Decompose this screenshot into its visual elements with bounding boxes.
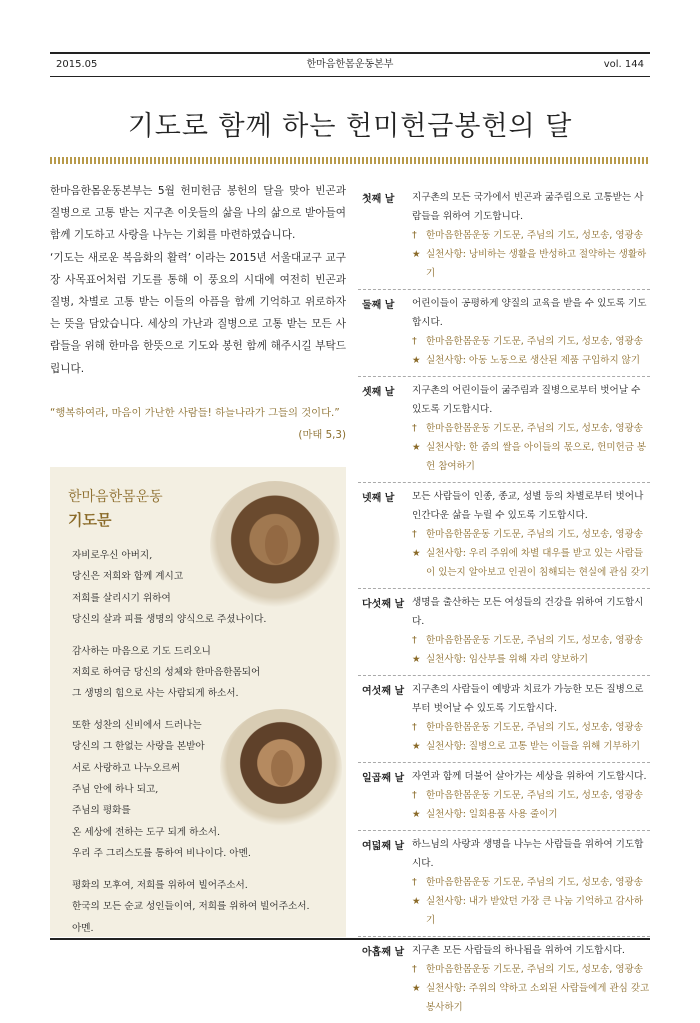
day-label: 셋째 날 [362, 387, 395, 398]
day-entry [358, 184, 650, 290]
prayer-line: 당신의 그 한없는 사랑을 본받아 [72, 741, 205, 753]
quote-reference: (마태 5,3) [298, 429, 346, 441]
prayer-stanza [72, 641, 342, 705]
cross-icon: † [412, 877, 417, 888]
star-icon: ★ [412, 741, 421, 752]
prayer-line: 온 세상에 전하는 도구 되게 하소서. [72, 826, 221, 838]
prayer-line: 자비로우신 아버지, [72, 550, 153, 561]
day-entry [358, 377, 650, 483]
cross-icon: † [412, 230, 417, 241]
prayer-list [412, 960, 650, 979]
title-divider [50, 157, 650, 164]
page-title: 기도로 함께 하는 헌미헌금봉헌의 달 [127, 111, 573, 142]
prayer-list-text: 한마음한몸운동 기도문, 주님의 기도, 성모송, 영광송 [426, 635, 643, 646]
day-label: 첫째 날 [362, 194, 395, 205]
prayer-stanza [72, 715, 342, 865]
practice-item [412, 438, 650, 476]
day-entry [358, 763, 650, 831]
day-entry [358, 290, 650, 377]
day-intention: 어린이들이 공평하게 양질의 교육을 받을 수 있도록 기도합시다. [412, 298, 647, 328]
practice-item [412, 979, 650, 1017]
day-label: 일곱째 날 [362, 773, 405, 784]
prayer-list [412, 525, 650, 544]
practice-text: 실천사항: 질병으로 고통 받는 이들을 위해 기부하기 [426, 741, 641, 752]
star-icon: ★ [412, 896, 421, 907]
star-icon: ★ [412, 983, 421, 994]
star-icon: ★ [412, 355, 421, 366]
star-icon: ★ [412, 654, 421, 665]
cross-icon: † [412, 529, 417, 540]
day-intention: 지구촌의 사람들이 예방과 치료가 가능한 모든 질병으로부터 벗어날 수 있도록 기도합시다. [412, 684, 644, 714]
prayer-line: 한국의 모든 순교 성인들이여, 저희를 위하여 빌어주소서. [72, 901, 310, 913]
page-header [50, 52, 650, 77]
practice-item [412, 805, 650, 824]
practice-item [412, 351, 650, 370]
issue-date: 2015.05 [56, 59, 98, 70]
prayer-stanza [72, 545, 342, 631]
intro-paragraph: ‘기도는 새로운 복음화의 활력’ 이라는 2015년 서울대교구 교구장 사목표어처럼 기도를 통해 이 풍요의 시대에 여전히 빈곤과 질병, 차별로 고통 받는 이들의 아픔을 함께 기억하고 위로하자는 뜻을 담았습니다. 세상의 가난과 질병으로 고통 받는 모든 사람들을 위해 한마음 한뜻으로 기도와 봉헌 함께 해주시길 부탁드립니다. [50, 251, 346, 375]
prayer-list-text: 한마음한몸운동 기도문, 주님의 기도, 성모송, 영광송 [426, 529, 643, 540]
prayer-line: 주님 안에 하나 되고, [72, 784, 159, 796]
prayer-box [50, 467, 346, 937]
day-entry [358, 483, 650, 589]
prayer-line: 주님의 평화를 [72, 805, 131, 817]
prayer-list-text: 한마음한몸운동 기도문, 주님의 기도, 성모송, 영광송 [426, 877, 643, 888]
prayer-line: 그 생명의 힘으로 사는 사람되게 하소서. [72, 688, 239, 700]
practice-item [412, 650, 650, 669]
prayer-list-text: 한마음한몸운동 기도문, 주님의 기도, 성모송, 영광송 [426, 790, 643, 801]
day-intention: 지구촌 모든 사람들의 하나됨을 위하여 기도합시다. [412, 945, 625, 956]
cross-icon: † [412, 635, 417, 646]
prayer-list-text: 한마음한몸운동 기도문, 주님의 기도, 성모송, 영광송 [426, 230, 643, 241]
day-intention: 생명을 출산하는 모든 여성들의 건강을 위하여 기도합시다. [412, 597, 644, 627]
cross-icon: † [412, 336, 417, 347]
cross-icon: † [412, 964, 417, 975]
day-entry [358, 937, 650, 1023]
practice-text: 실천사항: 내가 받았던 가장 큰 나눔 기억하고 감사하기 [426, 896, 644, 926]
prayer-line: 저희로 하여금 당신의 성체와 한마음한몸되어 [72, 667, 261, 679]
prayer-list [412, 419, 650, 438]
day-intention: 자연과 함께 더불어 살아가는 세상을 위하여 기도합시다. [412, 771, 647, 782]
day-label: 여섯째 날 [362, 686, 405, 697]
prayer-stanza [72, 875, 342, 939]
star-icon: ★ [412, 548, 421, 559]
practice-item [412, 892, 650, 930]
prayer-line: 평화의 모후여, 저희를 위하여 빌어주소서. [72, 879, 248, 891]
cross-icon: † [412, 423, 417, 434]
practice-text: 실천사항: 일회용품 사용 줄이기 [426, 809, 558, 820]
prayer-line: 서로 사랑하고 나누오르써 [72, 762, 181, 774]
prayer-text [72, 545, 342, 949]
prayer-list [412, 786, 650, 805]
page-footer-rule [50, 938, 650, 940]
prayer-line: 당신의 살과 피를 생명의 양식으로 주셨나이다. [72, 614, 267, 626]
prayer-line: 또한 성찬의 신비에서 드러나는 [72, 719, 202, 731]
day-intention: 모든 사람들이 인종, 종교, 성별 등의 차별로부터 벗어나 인간다운 삶을 누릴 수 있도록 기도합시다. [412, 491, 644, 521]
novena-days-list [358, 184, 650, 1023]
day-label: 넷째 날 [362, 493, 395, 504]
prayer-list [412, 332, 650, 351]
prayer-line: 아멘. [72, 922, 94, 934]
volume-number: vol. 144 [603, 59, 644, 70]
star-icon: ★ [412, 249, 421, 260]
practice-text: 실천사항: 주위의 약하고 소외된 사람들에게 관심 갖고 봉사하기 [426, 983, 650, 1013]
day-intention: 하느님의 사랑과 생명을 나누는 사람들을 위하여 기도합시다. [412, 839, 644, 869]
intro-text [50, 180, 346, 380]
practice-item [412, 737, 650, 756]
quote-text: “행복하여라, 마음이 가난한 사람들! 하늘나라가 그들의 것이다.” [50, 407, 340, 419]
day-entry [358, 831, 650, 937]
star-icon: ★ [412, 809, 421, 820]
prayer-list-text: 한마음한몸운동 기도문, 주님의 기도, 성모송, 영광송 [426, 964, 643, 975]
practice-text: 실천사항: 낭비하는 생활을 반성하고 절약하는 생활하기 [426, 249, 647, 279]
prayer-line: 감사하는 마음으로 기도 드리오니 [72, 645, 211, 657]
day-intention: 지구촌의 모든 국가에서 빈곤과 굶주림으로 고통받는 사람들을 위하여 기도합니다. [412, 192, 644, 222]
day-label: 다섯째 날 [362, 599, 405, 610]
prayer-list-text: 한마음한몸운동 기도문, 주님의 기도, 성모송, 영광송 [426, 722, 643, 733]
prayer-box-subtitle: 기도문 [68, 511, 112, 529]
practice-item [412, 544, 650, 582]
practice-text: 실천사항: 한 줌의 쌀을 아이들의 몫으로, 헌미헌금 봉헌 참여하기 [426, 442, 647, 472]
prayer-list [412, 718, 650, 737]
day-label: 둘째 날 [362, 300, 395, 311]
prayer-line: 저희를 살리시기 위하여 [72, 592, 171, 604]
practice-text: 실천사항: 아동 노동으로 생산된 제품 구입하지 않기 [426, 355, 641, 366]
practice-text: 실천사항: 임산부를 위해 자리 양보하기 [426, 654, 589, 665]
cross-icon: † [412, 722, 417, 733]
prayer-list-text: 한마음한몸운동 기도문, 주님의 기도, 성모송, 영광송 [426, 336, 643, 347]
prayer-list [412, 631, 650, 650]
prayer-list [412, 226, 650, 245]
day-entry [358, 589, 650, 676]
scripture-quote [50, 402, 346, 446]
publisher-name: 한마음한몸운동본부 [306, 59, 394, 70]
prayer-list [412, 873, 650, 892]
day-label: 아홉째 날 [362, 947, 405, 958]
prayer-box-title: 한마음한몸운동 [68, 489, 163, 505]
day-entry [358, 676, 650, 763]
day-intention: 지구촌의 어린이들이 굶주림과 질병으로부터 벗어날 수 있도록 기도합시다. [412, 385, 641, 415]
practice-item [412, 245, 650, 283]
star-icon: ★ [412, 442, 421, 453]
day-label: 여덟째 날 [362, 841, 405, 852]
intro-paragraph: 한마음한몸운동본부는 5월 헌미헌금 봉헌의 달을 맞아 빈곤과 질병으로 고통 받는 지구촌 이웃들의 삶을 나의 삶으로 받아들여 함께 기도하고 사랑을 나누는 기회를 마련하였습니다. [50, 185, 346, 242]
prayer-list-text: 한마음한몸운동 기도문, 주님의 기도, 성모송, 영광송 [426, 423, 643, 434]
practice-text: 실천사항: 우리 주위에 차별 대우를 받고 있는 사람들이 있는지 알아보고 인권이 침해되는 현실에 관심 갖기 [426, 548, 650, 578]
prayer-line: 우리 주 그리스도를 통하여 비나이다. 아멘. [72, 848, 251, 860]
cross-icon: † [412, 790, 417, 801]
prayer-line: 당신은 저희와 함께 계시고 [72, 571, 184, 583]
